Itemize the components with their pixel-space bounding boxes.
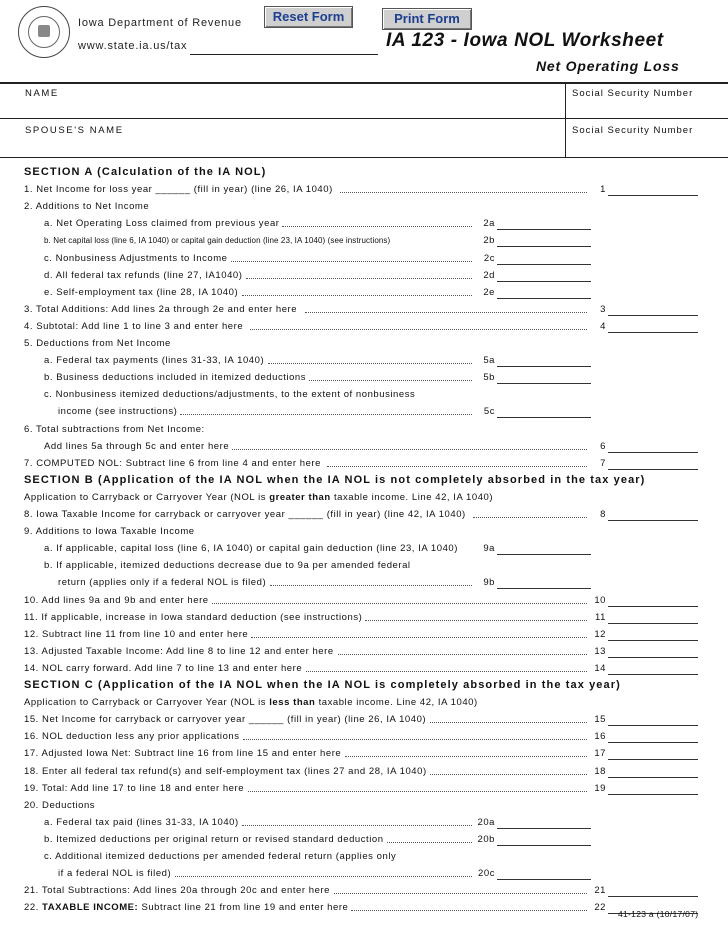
dot-leader — [430, 774, 587, 775]
website-underline — [190, 54, 378, 55]
dot-leader — [334, 893, 587, 894]
line-label-text: 2. Additions to Net Income — [24, 201, 150, 213]
line-label — [24, 728, 240, 745]
line-21-amount-input[interactable] — [608, 884, 698, 897]
line-number: 6 — [600, 440, 606, 452]
line-text-row — [0, 489, 728, 506]
line-2d-amount-input[interactable] — [497, 269, 591, 282]
line-5b-amount-input[interactable] — [497, 371, 591, 384]
name-label: NAME — [25, 88, 59, 99]
line-label — [24, 592, 209, 609]
line-1-amount-input[interactable] — [608, 183, 698, 196]
line-9a-amount-input[interactable] — [497, 542, 591, 555]
line-label-text: a. Federal tax paid (lines 31-33, IA 1040) — [44, 816, 239, 828]
line-label — [44, 284, 238, 301]
line-label-text: 9. Additions to Iowa Taxable Income — [24, 526, 195, 538]
line-number: 21 — [594, 885, 606, 897]
ssn-input[interactable] — [570, 100, 724, 114]
line-label — [44, 848, 396, 865]
line-label-text: 20. Deductions — [24, 799, 96, 811]
line-1 — [0, 181, 728, 198]
spouse-divider — [0, 157, 728, 158]
dot-leader — [232, 449, 587, 450]
dot-leader — [430, 722, 587, 723]
line-label — [24, 711, 426, 728]
form-title: IA 123 - Iowa NOL Worksheet — [386, 30, 664, 51]
line-3-amount-input[interactable] — [608, 303, 698, 316]
line-number: 5b — [483, 372, 495, 384]
spouse-name-label: SPOUSE'S NAME — [25, 125, 124, 136]
seal-emblem — [38, 25, 50, 37]
line-20c — [0, 865, 728, 882]
line-7-amount-input[interactable] — [608, 457, 698, 470]
line-label — [44, 369, 306, 386]
line-number: 17 — [594, 748, 606, 760]
line-label-text: c. Nonbusiness Adjustments to Income — [44, 252, 228, 264]
line-label-text: return (applies only if a federal NOL is filed) — [58, 577, 267, 589]
line-21 — [0, 882, 728, 899]
line-label-text: income (see instructions) — [58, 406, 178, 418]
line-label — [24, 660, 302, 677]
line-label — [44, 232, 390, 249]
line-16-amount-input[interactable] — [608, 730, 698, 743]
line-label-text: 18. Enter all federal tax refund(s) and self-employment tax (lines 27 and 28, IA 1040) — [24, 765, 427, 777]
line-label-text: Add lines 5a through 5c and enter here — [44, 440, 230, 452]
line-label — [44, 250, 228, 267]
line-3 — [0, 301, 728, 318]
dot-leader — [180, 414, 472, 415]
line-number: 5c — [483, 406, 495, 418]
dot-leader — [246, 278, 472, 279]
line-label-text: e. Self-employment tax (line 28, IA 1040) — [44, 286, 239, 298]
line-number: 16 — [594, 731, 606, 743]
line-18 — [0, 763, 728, 780]
line-label-text: c. Nonbusiness itemized deductions/adjustments, to the extent of nonbusiness — [44, 389, 416, 401]
line-label — [24, 763, 427, 780]
dot-leader — [365, 620, 587, 621]
line-label-text: 1. Net Income for loss year ______ (fill in year) (line 26, IA 1040) — [24, 184, 333, 196]
line-text-row — [0, 557, 728, 574]
line-number: 20c — [478, 868, 495, 880]
form-number: 41-123 a (10/17/07) — [618, 909, 699, 919]
line-17-amount-input[interactable] — [608, 747, 698, 760]
line-11-amount-input[interactable] — [608, 611, 698, 624]
name-input[interactable] — [24, 100, 558, 114]
line-label — [44, 267, 242, 284]
line-label — [24, 181, 333, 198]
line-16 — [0, 728, 728, 745]
line-label-text: 19. Total: Add line 17 to line 18 and enter here — [24, 782, 245, 794]
line-label-text: b. Itemized deductions per original return or revised standard deduction — [44, 833, 384, 845]
line-12 — [0, 626, 728, 643]
line-5b — [0, 369, 728, 386]
line-17 — [0, 745, 728, 762]
line-label-text: 8. Iowa Taxable Income for carryback or carryover year ______ (fill in year) (line 42, IA 1040) — [24, 509, 466, 520]
spouse-ssn-label: Social Security Number — [572, 125, 694, 136]
line-label — [24, 677, 621, 694]
line-number: 2e — [483, 286, 495, 298]
ssn-divider — [565, 82, 566, 157]
line-label-rest: taxable income. Line 42, IA 1040) — [315, 697, 478, 709]
line-2d — [0, 267, 728, 284]
line-2e — [0, 284, 728, 301]
dot-leader — [248, 791, 587, 792]
line-label — [24, 489, 493, 506]
line-2b-amount-input[interactable] — [497, 234, 591, 247]
line-number: 18 — [594, 765, 606, 777]
dot-leader — [212, 603, 587, 604]
line-label — [24, 797, 95, 814]
line-number: 7 — [600, 457, 606, 469]
line-5a — [0, 352, 728, 369]
dot-leader — [243, 739, 587, 740]
line-19-amount-input[interactable] — [608, 782, 698, 795]
line-label-text: a. If applicable, capital loss (line 6, IA 1040) or capital gain deduction (line 23, IA 1040) — [44, 543, 458, 555]
line-text-row — [0, 198, 728, 215]
line-number: 14 — [594, 662, 606, 674]
line-number: 9a — [483, 543, 495, 555]
line-number: 5a — [483, 355, 495, 367]
line-14-amount-input[interactable] — [608, 662, 698, 675]
line-text-row — [0, 523, 728, 540]
line-number: 2c — [483, 252, 495, 264]
line-4-amount-input[interactable] — [608, 320, 698, 333]
line-10-amount-input[interactable] — [608, 594, 698, 607]
line-number: 1 — [600, 184, 606, 196]
line-text-row — [0, 421, 728, 438]
line-2e-amount-input[interactable] — [497, 286, 591, 299]
line-label-text: 4. Subtotal: Add line 1 to line 3 and enter here — [24, 320, 244, 332]
line-label-text: 22. — [24, 902, 43, 914]
section-heading — [0, 677, 728, 694]
dot-leader — [351, 910, 587, 911]
line-5a-amount-input[interactable] — [497, 354, 591, 367]
line-label — [44, 831, 384, 848]
line-2c — [0, 250, 728, 267]
line-label-emphasis: greater than — [269, 491, 331, 503]
line-label-text: 21. Total Subtractions: Add lines 20a through 20c and enter here — [24, 885, 330, 897]
line-number: 8 — [600, 509, 606, 520]
name-divider — [0, 118, 728, 119]
line-number: 4 — [600, 320, 606, 332]
spouse-ssn-input[interactable] — [570, 138, 724, 152]
dot-leader — [306, 671, 587, 672]
line-2a-amount-input[interactable] — [497, 217, 591, 230]
line-5c — [0, 403, 728, 420]
line-8 — [0, 506, 728, 523]
dot-leader — [231, 261, 472, 262]
dot-leader — [242, 825, 472, 826]
line-2b — [0, 232, 728, 249]
reset-form-button[interactable]: Reset Form — [264, 6, 353, 28]
line-2c-amount-input[interactable] — [497, 252, 591, 265]
line-label — [24, 626, 248, 643]
line-number: 11 — [595, 611, 606, 623]
line-label-rest: Subtract line 21 from line 19 and enter here — [138, 902, 349, 914]
line-label-text: SECTION C (Application of the IA NOL when the IA NOL is completely absorbed in the tax year) — [24, 679, 621, 691]
line-6 — [0, 438, 728, 455]
line-number: 13 — [594, 645, 606, 657]
line-label — [58, 865, 171, 882]
line-5c-amount-input[interactable] — [497, 405, 591, 418]
dot-leader — [387, 842, 472, 843]
line-label — [24, 643, 334, 660]
line-number: 19 — [594, 782, 606, 794]
line-label-text: c. Additional itemized deductions per amended federal return (applies only — [44, 851, 397, 862]
dot-leader — [327, 466, 587, 467]
line-label — [44, 438, 229, 455]
line-4 — [0, 318, 728, 335]
line-12-amount-input[interactable] — [608, 628, 698, 641]
line-label — [24, 506, 466, 523]
dot-leader — [345, 756, 587, 757]
line-label — [24, 694, 478, 711]
line-number: 2b — [483, 235, 495, 247]
line-label — [44, 557, 411, 574]
line-label — [24, 745, 341, 762]
line-number: 2d — [483, 269, 495, 281]
line-label — [24, 164, 266, 181]
line-label-emphasis: less than — [269, 697, 316, 709]
line-label — [24, 780, 244, 797]
line-label-emphasis: TAXABLE INCOME: — [42, 902, 139, 914]
dot-leader — [338, 654, 587, 655]
line-label — [58, 574, 266, 591]
section-heading — [0, 164, 728, 181]
line-text-row — [0, 386, 728, 403]
line-9a — [0, 540, 728, 557]
line-label — [24, 882, 330, 899]
line-number: 22 — [594, 902, 606, 914]
line-label — [44, 352, 264, 369]
line-6-amount-input[interactable] — [608, 440, 698, 453]
line-label — [44, 215, 280, 232]
line-label-text: 6. Total subtractions from Net Income: — [24, 423, 205, 435]
line-20b — [0, 831, 728, 848]
line-label — [44, 814, 239, 831]
line-number: 15 — [594, 714, 606, 726]
section-heading — [0, 472, 728, 489]
line-text-row — [0, 848, 728, 865]
line-number: 10 — [594, 594, 606, 606]
dot-leader — [309, 380, 472, 381]
line-label-text: 5. Deductions from Net Income — [24, 338, 171, 349]
line-text-row — [0, 797, 728, 814]
line-label — [24, 318, 243, 335]
line-20a — [0, 814, 728, 831]
line-10 — [0, 592, 728, 609]
line-15 — [0, 711, 728, 728]
line-label-text: b. Business deductions included in itemized deductions — [44, 372, 307, 384]
line-label — [44, 540, 458, 557]
line-label-text: 3. Total Additions: Add lines 2a through 2e and enter here — [24, 303, 298, 315]
line-19 — [0, 780, 728, 797]
dot-leader — [175, 876, 472, 877]
line-number: 2a — [483, 218, 495, 230]
dot-leader — [242, 295, 472, 296]
line-label-text: 17. Adjusted Iowa Net: Subtract line 16 from line 15 and enter here — [24, 748, 342, 760]
line-number: 20b — [477, 833, 495, 845]
line-text-row — [0, 335, 728, 352]
form-subtitle: Net Operating Loss — [536, 58, 680, 74]
line-label-text: b. If applicable, itemized deductions decrease due to 9a per amended federal — [44, 560, 411, 572]
line-7 — [0, 455, 728, 472]
line-label-text: d. All federal tax refunds (line 27, IA1040) — [44, 269, 243, 281]
line-8-amount-input[interactable] — [608, 508, 698, 521]
line-13 — [0, 643, 728, 660]
line-label — [24, 335, 171, 352]
line-label-text: a. Net Operating Loss claimed from previous year — [44, 218, 280, 230]
line-text-row — [0, 694, 728, 711]
dot-leader — [340, 192, 587, 193]
spouse-name-input[interactable] — [24, 138, 558, 152]
line-label-text: 7. COMPUTED NOL: Subtract line 6 from line 4 and enter here — [24, 457, 321, 469]
line-label-text: a. Federal tax payments (lines 31-33, IA 1040) — [44, 355, 265, 367]
print-form-button[interactable]: Print Form — [382, 8, 472, 30]
dot-leader — [268, 363, 472, 364]
line-label-text: 13. Adjusted Taxable Income: Add line 8 to line 12 and enter here — [24, 645, 334, 657]
line-label-text: b. Net capital loss (line 6, IA 1040) or capital gain deduction (line 23, IA 1040) (see instructions) — [44, 236, 391, 246]
line-label-text: 15. Net Income for carryback or carryover year ______ (fill in year) (line 26, IA 1040) — [24, 714, 427, 726]
line-label — [24, 198, 149, 215]
line-15-amount-input[interactable] — [608, 713, 698, 726]
agency-website: www.state.ia.us/tax — [78, 40, 188, 52]
line-label-text: if a federal NOL is filed) — [58, 868, 172, 880]
line-label-text: SECTION A (Calculation of the IA NOL) — [24, 166, 267, 178]
line-label-text: 12. Subtract line 11 from line 10 and enter here — [24, 628, 249, 640]
line-label — [24, 523, 195, 540]
line-label — [24, 455, 321, 472]
line-label-text: SECTION B (Application of the IA NOL when the IA NOL is not completely absorbed in the tax year) — [24, 473, 646, 486]
line-label — [24, 609, 362, 626]
line-label-text: 16. NOL deduction less any prior applications — [24, 731, 240, 743]
dot-leader — [473, 517, 587, 518]
line-label-text: 11. If applicable, increase in Iowa standard deduction (see instructions) — [24, 611, 363, 623]
line-label — [24, 301, 297, 318]
dot-leader — [305, 312, 587, 313]
line-20b-amount-input[interactable] — [497, 833, 591, 846]
line-label-rest: taxable income. Line 42, IA 1040) — [330, 491, 494, 503]
line-number: 20a — [477, 816, 495, 828]
line-number: 3 — [600, 303, 606, 315]
line-2a — [0, 215, 728, 232]
line-label-text: Application to Carryback or Carryover Year (NOL is — [24, 491, 270, 503]
agency-name: Iowa Department of Revenue — [78, 17, 242, 29]
dot-leader — [251, 637, 587, 638]
line-14 — [0, 660, 728, 677]
header-divider — [0, 82, 728, 84]
line-number: 9b — [483, 577, 495, 589]
line-13-amount-input[interactable] — [608, 645, 698, 658]
line-label — [24, 472, 645, 489]
line-label — [24, 421, 205, 438]
line-label — [44, 386, 415, 403]
line-11 — [0, 609, 728, 626]
dot-leader — [282, 226, 472, 227]
line-label — [58, 403, 177, 420]
line-18-amount-input[interactable] — [608, 765, 698, 778]
line-label-text: Application to Carryback or Carryover Year (NOL is — [24, 697, 270, 709]
line-9b-amount-input[interactable] — [497, 576, 591, 589]
dot-leader — [250, 329, 587, 330]
dot-leader — [270, 585, 472, 586]
ssn-label: Social Security Number — [572, 88, 694, 99]
line-20a-amount-input[interactable] — [497, 816, 591, 829]
line-label-text: 14. NOL carry forward. Add line 7 to line 13 and enter here — [24, 662, 303, 674]
line-number: 12 — [594, 628, 606, 640]
line-20c-amount-input[interactable] — [497, 867, 591, 880]
line-label — [24, 899, 348, 916]
line-9b — [0, 574, 728, 591]
line-label-text: 10. Add lines 9a and 9b and enter here — [24, 594, 209, 606]
